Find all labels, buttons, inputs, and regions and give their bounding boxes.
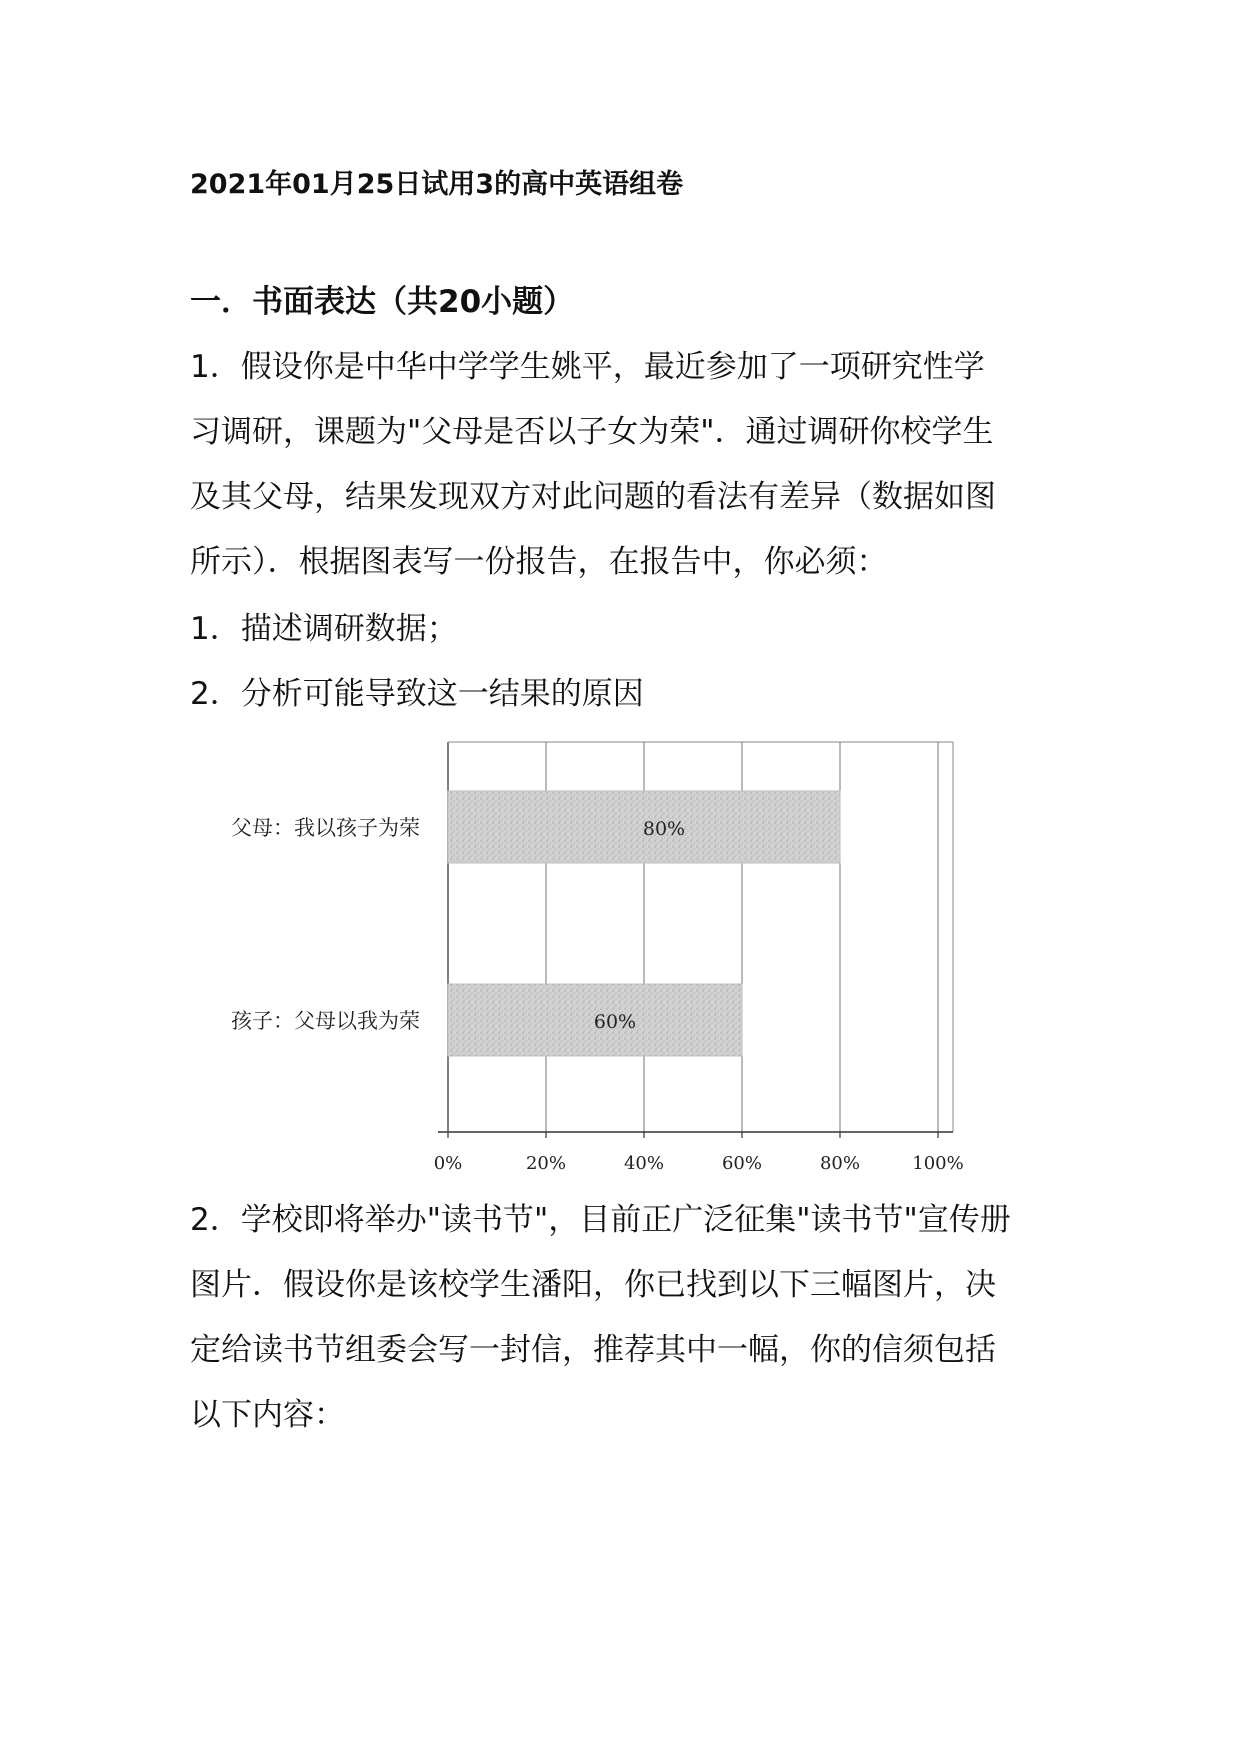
question-1-line: 及其父母，结果发现双方对此问题的看法有差异（数据如图 [190,479,996,515]
question-2-line: 以下内容： [190,1397,345,1433]
requirement-item: 2．分析可能导致这一结果的原因 [190,676,644,712]
chart-svg [186,732,986,1172]
survey-bar-chart [186,732,986,1172]
question-1-line: 所示）．根据图表写一份报告，在报告中，你必须： [190,544,888,580]
question-1-prompt [190,335,1070,595]
question-2-line: 2．学校即将举办"读书节"，目前正广泛征集"读书节"宣传册 [190,1202,1011,1238]
chart-x-tick-label: 40% [623,1153,665,1172]
question-2-line: 图片．假设你是该校学生潘阳，你已找到以下三幅图片，决 [190,1267,996,1303]
question-1-line: 习调研，课题为"父母是否以子女为荣"．通过调研你校学生 [190,414,994,450]
question-1-line: 1．假设你是中华中学学生姚平，最近参加了一项研究性学 [190,349,985,385]
chart-x-tick-label: 0% [433,1153,463,1172]
chart-x-tick-label: 100% [912,1153,964,1172]
requirement-item: 1．描述调研数据； [190,611,458,647]
section-heading: 一．书面表达（共20小题） [190,284,575,320]
document-title: 2021年01月25日试用3的高中英语组卷 [190,169,684,200]
chart-category-label: 父母：我以孩子为荣 [231,816,420,840]
chart-category-label: 孩子：父母以我为荣 [231,1009,420,1033]
chart-data-label: 60% [593,1011,637,1033]
question-2-prompt [190,1188,1070,1448]
chart-x-tick-label: 20% [525,1153,567,1172]
question-2-line: 定给读书节组委会写一封信，推荐其中一幅，你的信须包括 [190,1332,996,1368]
chart-data-label: 80% [642,818,686,840]
question-1-requirements [190,597,1070,727]
chart-x-tick-label: 80% [819,1153,861,1172]
chart-x-tick-label: 60% [721,1153,763,1172]
chart-axis [438,1132,953,1138]
